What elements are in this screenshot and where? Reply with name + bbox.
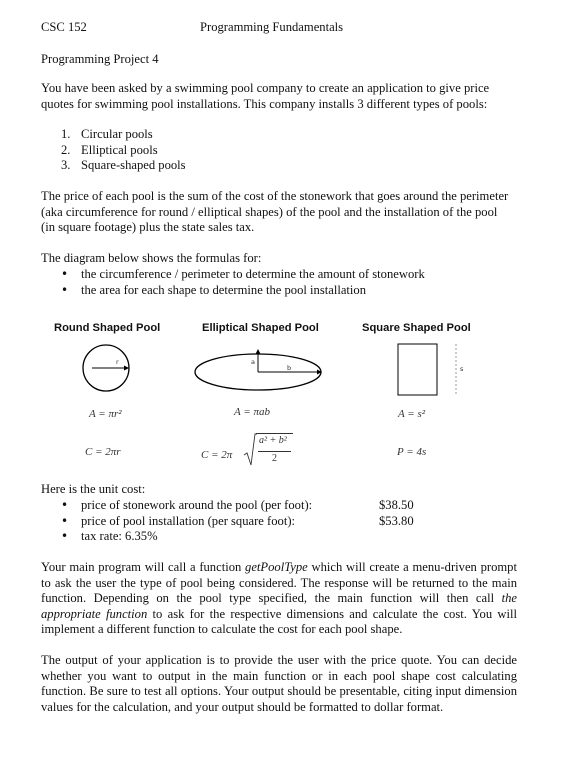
- side-label: s: [460, 365, 464, 373]
- square-perimeter-formula: P = 4s: [397, 446, 427, 458]
- list-item: 2. Elliptical pools: [61, 142, 158, 157]
- list-item: • the area for each shape to determine the pool installation: [61, 283, 425, 299]
- course-code: CSC 152: [41, 20, 87, 34]
- square-area-formula: A = s²: [398, 408, 426, 420]
- square-pool-shape: [398, 344, 464, 395]
- elliptical-pool-title: Elliptical Shaped Pool: [202, 322, 319, 334]
- round-area-formula: A = πr²: [89, 408, 122, 420]
- stonework-price: $38.50: [379, 498, 414, 512]
- main-program-paragraph: Your main program will call a function getPoolType which will create a menu-driven prompt to ask the user the type of pool being considered. The response will be returned to the main function. Depending on the pool type specified, the main function will then call the appropriate function to ask for the respective dimensions and calculate the cost. You will implement a different function to calculate the cost for each pool shape.: [41, 560, 517, 637]
- square-pool-title: Square Shaped Pool: [362, 322, 471, 334]
- pricing-paragraph: The price of each pool is the sum of the cost of the stonework that goes around the perimeter (aka circumference for round / elliptical shapes) of the pool and the installation of the pool (in square footage) plus the state sales tax.: [41, 189, 509, 235]
- fraction-bar: [258, 451, 291, 452]
- elliptical-numerator: a² + b²: [259, 435, 287, 446]
- unit-cost-list: [61, 498, 461, 545]
- square-root-sign: [243, 433, 257, 467]
- diagram-intro: The diagram below shows the formulas for:: [41, 251, 262, 265]
- list-item: 1. Circular pools: [61, 127, 153, 141]
- list-item: • price of stonework around the pool (per foot): $38.50: [61, 498, 461, 514]
- course-title: Programming Fundamentals: [200, 20, 344, 34]
- list-item: • the circumference / perimeter to determine the amount of stonework: [61, 267, 425, 283]
- installation-price: $53.80: [379, 513, 414, 528]
- pool-shapes-diagram: [0, 340, 584, 400]
- intro-paragraph: You have been asked by a swimming pool company to create an application to give price quotes for swimming pool installations. This company installs 3 different types of pools:: [41, 81, 490, 111]
- round-pool-title: Round Shaped Pool: [54, 322, 161, 334]
- elliptical-pool-shape: [195, 349, 322, 390]
- b-label: b: [287, 364, 292, 372]
- output-paragraph: The output of your application is to provide the user with the price quote. You can decide whether you want to output in the main function or in each pool shape cost calculating function. Be sure to test all options. Your output should be presentable, citing input dimension values for the calculation, and your output should be formatted to dollar format.: [41, 653, 517, 714]
- list-item: 3. Square-shaped pools: [61, 158, 186, 173]
- unit-cost-intro: Here is the unit cost:: [41, 482, 146, 496]
- diagram-bullets: [61, 267, 425, 298]
- elliptical-area-formula: A = πab: [234, 406, 270, 418]
- radius-label: r: [116, 358, 119, 366]
- list-item: • price of pool installation (per square foot): $53.80: [61, 514, 461, 530]
- round-pool-shape: [83, 345, 129, 391]
- project-title: Programming Project 4: [41, 52, 159, 66]
- pool-type-list: [61, 127, 186, 174]
- round-perimeter-formula: C = 2πr: [85, 446, 121, 458]
- list-item: • tax rate: 6.35%: [61, 529, 461, 545]
- elliptical-denominator: 2: [272, 453, 277, 464]
- a-label: a: [251, 358, 255, 366]
- elliptical-perimeter-prefix: C = 2π: [201, 449, 233, 461]
